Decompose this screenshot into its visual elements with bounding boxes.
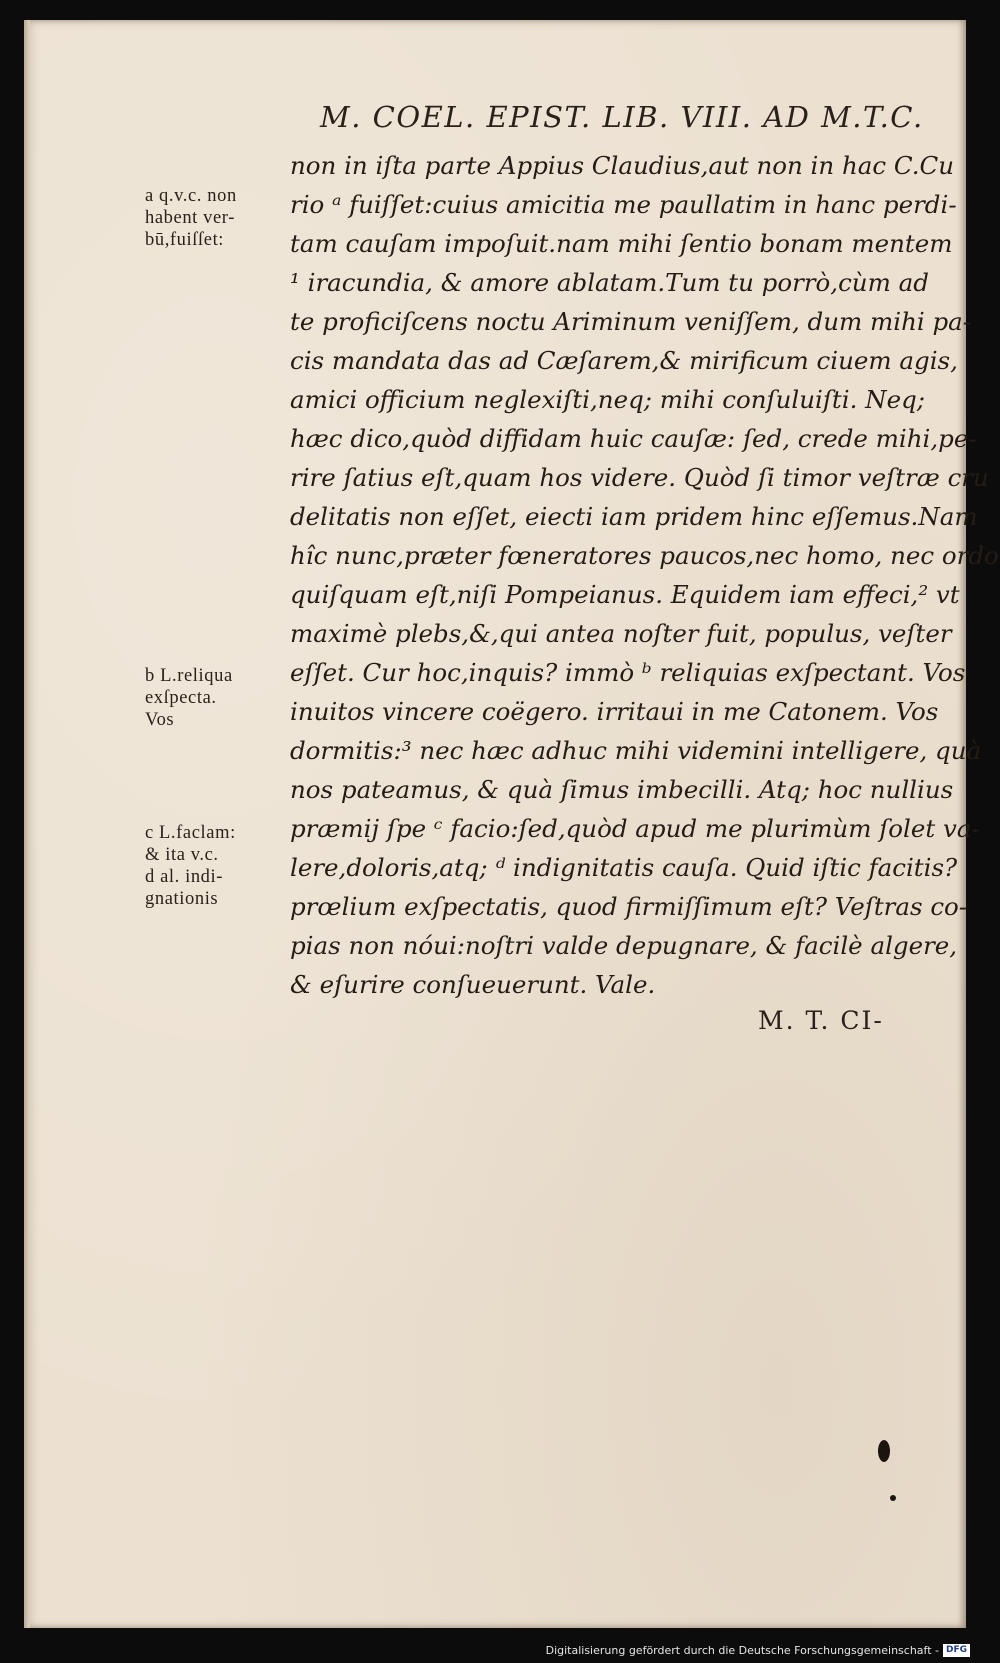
text-line: non in iſta parte Appius Claudius,aut non in hac C.Cu xyxy=(290,151,955,180)
margin-note-line: b L.reliqua xyxy=(145,666,233,686)
margin-note-line: c L.faclam: xyxy=(145,823,236,843)
text-line: tam cauſam impoſuit.nam mihi ſentio bonam mentem xyxy=(290,229,953,258)
text-line: amici officium neglexiſti,neq; mihi conſuluiſti. Neq; xyxy=(290,385,926,414)
margin-note-line: gnationis xyxy=(145,889,219,909)
running-head: M. COEL. EPIST. LIB. VIII. AD M.T.C. xyxy=(320,100,924,134)
catchword: M. T. CI- xyxy=(758,1006,884,1035)
margin-note-line: bū,fuiſſet: xyxy=(145,230,225,250)
text-line: dormitis:³ nec hæc adhuc mihi videmini intelligere, quà xyxy=(290,736,982,765)
margin-note-line: d al. indi- xyxy=(145,867,224,887)
text-line: cis mandata das ad Cæſarem,& mirificum ciuem agis, xyxy=(290,346,958,375)
text-line: eſſet. Cur hoc,inquis? immò ᵇ reliquias exſpectant. Vos xyxy=(290,658,966,687)
dfg-logo: DFG xyxy=(943,1644,970,1657)
text-line: quiſquam eſt,niſi Pompeianus. Equidem iam effeci,² vt xyxy=(290,580,960,609)
text-line: lere,doloris,atq; ᵈ indignitatis cauſa. Quid iſtic facitis? xyxy=(290,853,958,882)
text-line: maximè plebs,&,qui antea noſter fuit, populus, veſter xyxy=(290,619,952,648)
margin-note-c xyxy=(145,822,285,910)
margin-note-line: habent ver- xyxy=(145,208,235,228)
text-line: delitatis non eſſet, eiecti iam pridem hinc eſſemus.Nam xyxy=(290,502,978,531)
digitization-credit xyxy=(546,1644,970,1657)
text-line: rio ᵃ fuiſſet:cuius amicitia me paullatim in hanc perdi- xyxy=(290,190,957,219)
text-line: prœlium exſpectatis, quod firmiſſimum eſt? Veſtras co- xyxy=(290,892,968,921)
text-line: te proficiſcens noctu Ariminum veniſſem, dum mihi pa- xyxy=(290,307,972,336)
margin-note-line: exſpecta. xyxy=(145,688,217,708)
text-line: hîc nunc,præter fœneratores paucos,nec homo, nec ordo xyxy=(290,541,999,570)
text-line: rire ſatius eſt,quam hos videre. Quòd ſi timor veſtræ cru xyxy=(290,463,989,492)
margin-note-line: & ita v.c. xyxy=(145,845,219,865)
margin-note-line: Vos xyxy=(145,710,175,730)
text-line: & eſurire conſueuerunt. Vale. xyxy=(290,970,656,999)
page-gutter-edge xyxy=(24,20,30,1628)
credit-text: Digitalisierung gefördert durch die Deutsche Forschungsgemeinschaft - xyxy=(545,1644,939,1657)
letter-body xyxy=(290,146,999,1004)
text-line: pias non nóui:noſtri valde depugnare, & facilè algere, xyxy=(290,931,958,960)
ink-blot xyxy=(878,1440,890,1462)
ink-dot xyxy=(890,1495,896,1501)
text-line: inuitos vincere coëgero. irritaui in me Catonem. Vos xyxy=(290,697,939,726)
text-line: ¹ iracundia, & amore ablatam.Tum tu porrò,cùm ad xyxy=(290,268,929,297)
text-line: nos pateamus, & quà ſimus imbecilli. Atq; hoc nullius xyxy=(290,775,954,804)
margin-note-b xyxy=(145,665,285,731)
margin-note-line: a q.v.c. non xyxy=(145,186,237,206)
text-line: præmij ſpe ᶜ facio:ſed,quòd apud me plurimùm ſolet va- xyxy=(290,814,980,843)
margin-note-a xyxy=(145,185,285,251)
text-line: hæc dico,quòd diffidam huic cauſæ: ſed, crede mihi,pe- xyxy=(290,424,977,453)
